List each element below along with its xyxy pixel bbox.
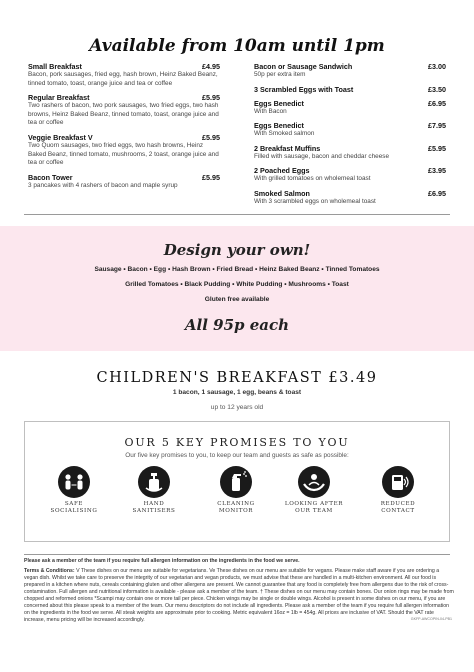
footer-divider: [24, 554, 450, 555]
promise-looking-after-team: [284, 466, 344, 515]
kids-description: 1 bacon, 1 sausage, 1 egg, beans & toast: [172, 389, 302, 396]
menu-item-name: 3 Scrambled Eggs with Toast: [254, 84, 354, 94]
cleaning-spray-icon: [220, 466, 252, 498]
care-hands-icon: [298, 466, 330, 498]
menu-item-description: Two rashers of bacon, two pork sausages, two fried eggs, two hash browns, Heinz Baked Beanz, tinned tomato, toast, orange juice and tea or coffee: [28, 102, 219, 127]
menu-code: GKFP-AWCOPIN-04-PB1: [410, 617, 452, 621]
menu-item-description: Two Quorn sausages, two fried eggs, two hash browns, Heinz Baked Beanz, tinned tomato, mushrooms, 2 toast, orange juice and tea or coffee: [28, 141, 219, 167]
promises-title: OUR 5 KEY PROMISES TO YOU: [124, 436, 350, 449]
menu-item-name: Eggs Benedict: [254, 121, 304, 131]
menu-item-name: Eggs Benedict: [254, 98, 304, 108]
menu-item-price: £3.50: [428, 84, 446, 94]
menu-item: [254, 62, 446, 80]
menu-item-description: Filled with sausage, bacon and cheddar cheese: [254, 152, 390, 160]
menu-item-price: £3.00: [428, 62, 446, 71]
menu-item-description: With 3 scrambled eggs on wholemeal toast: [254, 197, 376, 205]
promise-label-1: LOOKING AFTER: [284, 501, 344, 507]
menu-item: [28, 133, 220, 168]
promise-label-1: CLEANING: [217, 501, 255, 507]
menu-item-price: £7.95: [428, 121, 446, 131]
people-distancing-icon: [58, 466, 90, 498]
promise-label-1: REDUCED: [380, 501, 416, 507]
menu-item-description: 50p per extra item: [254, 71, 306, 78]
menu-item-description: 3 pancakes with 4 rashers of bacon and maple syrup: [28, 181, 178, 189]
menu-item: [28, 93, 220, 128]
design-options-line-1: Sausage • Bacon • Egg • Hash Brown • Fried Bread • Heinz Baked Beanz • Tinned Tomatoes: [94, 266, 380, 273]
promise-safe-socialising: [44, 466, 104, 515]
promise-label-1: SAFE: [64, 501, 84, 507]
menu-item-description: With grilled tomatoes on wholemeal toast: [254, 175, 371, 183]
menu-item-name: Bacon Tower: [28, 172, 73, 182]
promise-label-2: SOCIALISING: [50, 508, 98, 514]
menu-item-price: £5.95: [202, 93, 220, 103]
kids-age-note: up to 12 years old: [210, 404, 264, 411]
right-menu-column: [254, 62, 446, 212]
promise-label-1: HAND: [143, 501, 165, 507]
menu-item-price: £5.95: [202, 172, 220, 182]
menu-item-price: £3.95: [428, 166, 446, 176]
promise-label-2: MONITOR: [218, 508, 254, 514]
menu-item-description: With Bacon: [254, 107, 287, 115]
menu-item-name: Veggie Breakfast V: [28, 132, 93, 142]
menu-item-name: Regular Breakfast: [28, 93, 90, 103]
menu-item-name: 2 Poached Eggs: [254, 166, 310, 176]
menu-item-name: Bacon or Sausage Sandwich: [254, 62, 353, 71]
promise-label-2: CONTACT: [381, 508, 415, 514]
promise-reduced-contact: [368, 466, 428, 515]
design-title: Design your own!: [163, 241, 311, 259]
promise-cleaning-monitor: [206, 466, 266, 515]
divider: [24, 214, 450, 215]
kids-title: CHILDREN'S BREAKFAST £3.49: [96, 370, 378, 386]
menu-item-name: 2 Breakfast Muffins: [254, 143, 321, 153]
card-payment-icon: [382, 466, 414, 498]
design-price: All 95p each: [184, 316, 290, 334]
promise-label-2: SANITISERS: [132, 508, 176, 514]
terms-text: V These dishes on our menu are suitable for vegetarians. Ve These dishes on our menu are suitable for vegans. Please make staff aware if you are ordering a vegan dish. Whilst we take care to preserve the integrity of our vegetarian and vegan products, we must advise that these are handled in a multi-kitchen environment. All our food is prepared in a kitchen where nuts, cereals containing gluten and other allergens are present. We cannot guarantee that any food is completely free from allergens due to the risk of cross-contamination. Full allergen and nutritional information is available - please ask a member of the team. † These dishes on our menu may contain bones. Our onion rings may be made from chopped and reformed onions *Scampi may contain one or more tail per piece. Chicken wings may be single or double wings. Alcohol is present in some dishes on our menu, if you are concerned about this please speak to a member of the team. Our menu descriptors do not include all ingredients. Please ask a member of the team if you require full allergen information on the ingredients in the food we serve. All steak weights are approximate prior to cooking. Metric equivalent 16oz = 1lb = 454g. All prices are inclusive of VAT. Should the VAT rate increase, menu pricing will be increased accordingly.: [24, 568, 454, 623]
menu-item-description: With Smoked salmon: [254, 130, 315, 138]
menu-item-price: £5.95: [428, 143, 446, 153]
promises-subtitle: Our five key promises to you, to keep our team and guests as safe as possible:: [125, 452, 349, 459]
menu-item: [28, 173, 220, 191]
hand-sanitiser-icon: [138, 466, 170, 498]
menu-item: [254, 121, 446, 139]
menu-item-price: £5.95: [202, 132, 220, 142]
menu-item-name: Small Breakfast: [28, 62, 82, 71]
allergy-notice: Please ask a member of the team if you require full allergen information on the ingredients in the food we serve.: [24, 558, 300, 564]
menu-title: Available from 10am until 1pm: [89, 36, 385, 56]
design-options-line-2: Grilled Tomatoes • Black Pudding • White Pudding • Mushrooms • Toast: [125, 281, 349, 288]
gluten-free-note: Gluten free available: [204, 296, 270, 303]
promise-hand-sanitisers: [124, 466, 184, 515]
menu-item: [254, 144, 446, 162]
left-menu-column: [28, 62, 220, 195]
promise-label-2: OUR TEAM: [295, 508, 333, 514]
menu-item: [254, 85, 446, 94]
terms-and-conditions: [24, 568, 454, 624]
menu-item: [254, 189, 446, 207]
menu-item-price: £4.95: [202, 62, 220, 71]
menu-item-name: Smoked Salmon: [254, 188, 310, 198]
menu-item-price: £6.95: [428, 98, 446, 108]
menu-item: [254, 99, 446, 117]
terms-label: Terms & Conditions:: [24, 568, 75, 574]
menu-item: [28, 62, 220, 88]
menu-item-description: Bacon, pork sausages, fried egg, hash brown, Heinz Baked Beanz, tinned tomato, toast, orange juice and tea or coffee: [28, 71, 218, 87]
menu-item: [254, 166, 446, 184]
menu-item-price: £6.95: [428, 188, 446, 198]
